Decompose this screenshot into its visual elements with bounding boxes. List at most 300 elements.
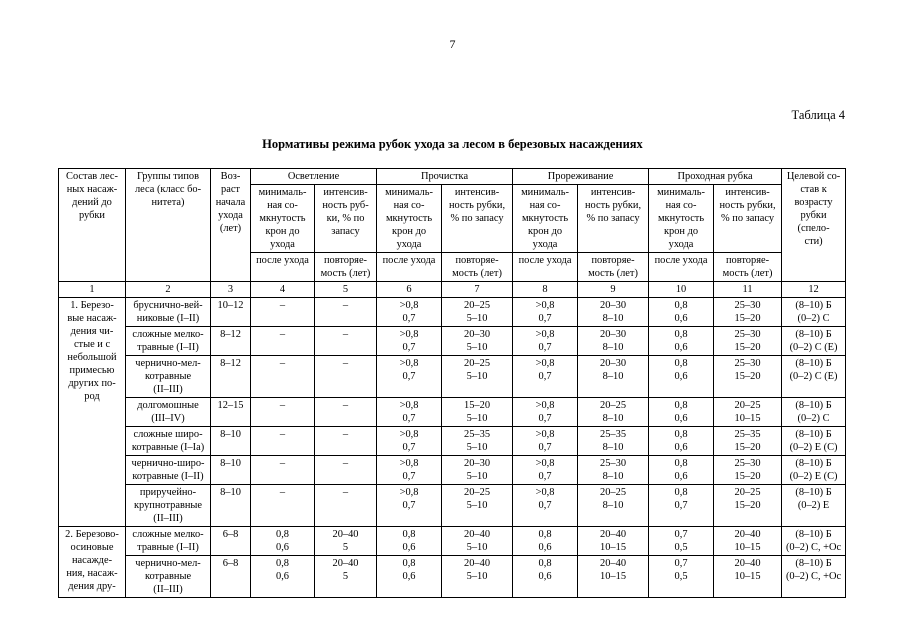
- value-cell: [513, 456, 578, 485]
- cell-line: 10–15: [600, 542, 627, 553]
- cell-line: Осветление: [287, 171, 340, 182]
- age-cell: [211, 456, 251, 485]
- age-cell: [211, 398, 251, 427]
- cell-line: осиновые: [70, 542, 114, 553]
- cell-line: –: [279, 400, 286, 411]
- cell-line: 0,6: [402, 542, 416, 553]
- cell-line: сложные мелко-: [132, 329, 204, 340]
- value-cell: [782, 456, 846, 485]
- column-number: [251, 282, 315, 298]
- cell-line: крон до: [391, 226, 427, 237]
- cell-line: % по запасу: [450, 213, 504, 224]
- cell-line: ная со-: [529, 200, 561, 211]
- cell-line: –: [342, 329, 349, 340]
- cell-line: крон до: [265, 226, 300, 237]
- cell-line: после ухода: [382, 255, 436, 266]
- header-group: [251, 169, 377, 185]
- value-cell: [782, 556, 846, 598]
- cell-line: –: [342, 487, 349, 498]
- value-cell: [315, 327, 377, 356]
- value-cell: [251, 298, 315, 327]
- cell-line: котравные (I–II): [132, 471, 204, 482]
- cell-line: 8–10: [602, 342, 624, 353]
- cell-line: Состав лес-: [66, 171, 118, 182]
- value-cell: [513, 327, 578, 356]
- cell-line: крупнотравные: [133, 500, 203, 511]
- value-cell: [377, 485, 442, 527]
- header-intensity: [442, 185, 513, 253]
- cell-line: 25–30: [600, 458, 627, 469]
- cell-line: 20–25: [464, 487, 491, 498]
- cell-line: 20–30: [464, 329, 491, 340]
- value-cell: [714, 456, 782, 485]
- cell-line: 8–10: [602, 500, 624, 511]
- value-cell: [513, 485, 578, 527]
- cell-line: ухода: [218, 210, 243, 221]
- value-cell: [649, 298, 714, 327]
- cell-line: (II–III): [153, 584, 183, 595]
- cell-line: никовые (I–II): [136, 313, 200, 324]
- cell-line: (лет): [219, 223, 242, 234]
- cell-line: 0,7: [402, 442, 416, 453]
- cell-line: 5–10: [466, 500, 488, 511]
- cell-line: минималь-: [521, 187, 569, 198]
- forest-type-cell: [126, 556, 211, 598]
- cell-line: 6–8: [222, 558, 239, 569]
- cell-line: –: [279, 300, 286, 311]
- cell-line: (0–2) С, +Ос: [785, 571, 842, 582]
- header-target: [782, 169, 846, 282]
- value-cell: [251, 356, 315, 398]
- cell-line: 20–40: [332, 529, 359, 540]
- cell-line: 0,7: [674, 500, 688, 511]
- cell-line: (0–2) С: [797, 313, 830, 324]
- header-after-care: [377, 253, 442, 282]
- cell-line: чернично-широ-: [131, 458, 205, 469]
- cell-line: 5: [342, 571, 349, 582]
- value-cell: [649, 398, 714, 427]
- cell-line: >0,8: [399, 358, 419, 369]
- cell-line: 8–10: [602, 313, 624, 324]
- cell-line: Прочистка: [420, 171, 469, 182]
- column-number-row: [59, 282, 846, 298]
- header-repeat: [714, 253, 782, 282]
- header-after-care: [649, 253, 714, 282]
- cell-line: 8–10: [602, 471, 624, 482]
- cell-line: 7: [474, 284, 480, 295]
- value-cell: [251, 456, 315, 485]
- value-cell: [442, 427, 513, 456]
- cell-line: 20–40: [600, 558, 627, 569]
- forest-type-cell: [126, 398, 211, 427]
- cell-line: 8–12: [220, 329, 241, 340]
- table-row: [59, 398, 846, 427]
- cell-line: насажде-: [71, 555, 113, 566]
- cell-line: Проходная рубка: [677, 171, 753, 182]
- cell-line: 15–20: [734, 342, 761, 353]
- cell-line: 0,8: [674, 400, 688, 411]
- composition-cell: [59, 527, 126, 598]
- cell-line: дения чи-: [70, 326, 114, 337]
- cell-line: запасу: [331, 226, 360, 237]
- cell-line: 15–20: [734, 313, 761, 324]
- cell-line: 0,6: [674, 371, 688, 382]
- value-cell: [782, 356, 846, 398]
- cell-line: >0,8: [399, 458, 419, 469]
- cell-line: ность рубки,: [719, 200, 776, 211]
- cell-line: 20–25: [464, 300, 491, 311]
- table-row: [59, 427, 846, 456]
- cell-line: >0,8: [399, 300, 419, 311]
- cell-line: >0,8: [535, 400, 555, 411]
- cell-line: став к возрасту: [794, 184, 833, 208]
- cell-line: >0,8: [535, 458, 555, 469]
- value-cell: [782, 485, 846, 527]
- cell-line: 0,6: [674, 313, 688, 324]
- cell-line: 20–30: [600, 329, 627, 340]
- cell-line: нитета): [151, 197, 185, 208]
- cell-line: –: [342, 458, 349, 469]
- cell-line: травные (I–II): [137, 342, 199, 353]
- value-cell: [782, 298, 846, 327]
- cell-line: 0,6: [538, 571, 552, 582]
- cell-line: повторяе-: [591, 255, 635, 266]
- cell-line: 20–30: [464, 458, 491, 469]
- header-min-density: [251, 185, 315, 253]
- cell-line: повторяе-: [323, 255, 368, 266]
- cell-line: 0,5: [674, 571, 688, 582]
- value-cell: [649, 327, 714, 356]
- cell-line: 0,6: [276, 542, 289, 553]
- cell-line: 0,8: [402, 558, 416, 569]
- value-cell: [578, 427, 649, 456]
- cell-line: интенсив-: [454, 187, 500, 198]
- cell-line: 20–40: [600, 529, 627, 540]
- cell-line: 8–10: [602, 413, 624, 424]
- cell-line: 3: [227, 284, 234, 295]
- table-row: [59, 556, 846, 598]
- cell-line: после ухода: [256, 255, 309, 266]
- cell-line: 0,8: [402, 529, 416, 540]
- cell-line: Целевой со-: [786, 171, 841, 182]
- value-cell: [714, 556, 782, 598]
- cell-line: (0–2) С: [797, 413, 830, 424]
- cell-line: дения дру-: [68, 581, 116, 592]
- age-cell: [211, 356, 251, 398]
- cell-line: 0,6: [276, 571, 289, 582]
- cell-line: дений до: [72, 197, 112, 208]
- value-cell: [714, 427, 782, 456]
- cell-line: 0,7: [402, 500, 416, 511]
- value-cell: [315, 527, 377, 556]
- column-number: [126, 282, 211, 298]
- value-cell: [315, 356, 377, 398]
- cell-line: небольшой: [67, 352, 117, 363]
- cell-line: после ухода: [518, 255, 572, 266]
- cell-line: начала: [215, 197, 246, 208]
- value-cell: [315, 398, 377, 427]
- column-number: [377, 282, 442, 298]
- cell-line: 0,8: [674, 429, 688, 440]
- cell-line: –: [342, 300, 349, 311]
- header-min-density: [649, 185, 714, 253]
- cell-line: (0–2) С (Е): [789, 371, 838, 382]
- cell-line: 0,7: [538, 500, 552, 511]
- cell-line: мкнутость: [259, 213, 306, 224]
- cell-line: 20–25: [734, 487, 761, 498]
- cell-line: 20–25: [734, 400, 761, 411]
- cell-line: 5: [342, 542, 349, 553]
- value-cell: [782, 427, 846, 456]
- cell-line: чернично-мел-: [135, 558, 201, 569]
- header-min-density: [377, 185, 442, 253]
- table-row: [59, 485, 846, 527]
- cell-line: мкнутость: [657, 213, 705, 224]
- cell-line: –: [342, 358, 349, 369]
- column-number: [315, 282, 377, 298]
- cell-line: 25–35: [464, 429, 491, 440]
- cell-line: 15–20: [734, 471, 761, 482]
- cell-line: 0,6: [538, 542, 552, 553]
- cell-line: минималь-: [385, 187, 433, 198]
- cell-line: интенсив-: [323, 187, 368, 198]
- cell-line: 25–35: [600, 429, 627, 440]
- value-cell: [578, 456, 649, 485]
- value-cell: [649, 485, 714, 527]
- cell-line: 8–10: [220, 487, 241, 498]
- cell-line: 1: [89, 284, 95, 295]
- table-row: [59, 298, 846, 327]
- cell-line: 20–40: [332, 558, 359, 569]
- cell-line: повторяе-: [455, 255, 499, 266]
- cell-line: примесью: [69, 365, 115, 376]
- cell-line: 8–10: [602, 442, 624, 453]
- cell-line: 12: [808, 284, 819, 295]
- value-cell: [714, 356, 782, 398]
- value-cell: [251, 485, 315, 527]
- value-cell: [377, 398, 442, 427]
- value-cell: [442, 356, 513, 398]
- cell-line: >0,8: [535, 487, 555, 498]
- cell-line: мкнутость: [521, 213, 569, 224]
- cell-line: –: [279, 429, 286, 440]
- value-cell: [513, 398, 578, 427]
- cell-line: –: [279, 358, 286, 369]
- forest-type-cell: [126, 527, 211, 556]
- cell-line: 0,7: [402, 471, 416, 482]
- cell-line: (0–2) Е: [797, 500, 830, 511]
- cell-line: 5–10: [466, 342, 488, 353]
- header-intensity: [714, 185, 782, 253]
- cell-line: ных насаж-: [66, 184, 118, 195]
- cell-line: 0,6: [402, 571, 416, 582]
- cell-line: ухода: [396, 239, 422, 250]
- cell-line: (8–10) Б: [795, 300, 832, 311]
- cell-line: 6: [406, 284, 412, 295]
- cell-line: 0,7: [402, 342, 416, 353]
- cell-line: 20–25: [464, 358, 491, 369]
- cell-line: 0,7: [674, 558, 688, 569]
- cell-line: котравные: [144, 571, 192, 582]
- cell-line: % по запасу: [721, 213, 775, 224]
- cell-line: 20–25: [600, 400, 627, 411]
- value-cell: [377, 527, 442, 556]
- cell-line: (0–2) Е (С): [789, 471, 838, 482]
- cell-line: 9: [610, 284, 616, 295]
- cell-line: 0,8: [276, 529, 289, 540]
- value-cell: [714, 298, 782, 327]
- cell-line: 0,8: [276, 558, 289, 569]
- forest-type-cell: [126, 298, 211, 327]
- cell-line: 0,7: [538, 442, 552, 453]
- cell-line: 20–40: [734, 558, 761, 569]
- column-number: [513, 282, 578, 298]
- column-number: [714, 282, 782, 298]
- value-cell: [442, 485, 513, 527]
- cell-line: (8–10) Б: [795, 487, 832, 498]
- table-row: [59, 527, 846, 556]
- cell-line: >0,8: [399, 400, 419, 411]
- cell-line: мость (лет): [320, 268, 371, 279]
- cell-line: –: [342, 400, 349, 411]
- cell-line: (8–10) Б: [795, 429, 832, 440]
- value-cell: [513, 298, 578, 327]
- cell-line: леса (класс бо-: [134, 184, 202, 195]
- value-cell: [442, 556, 513, 598]
- cell-line: (8–10) Б: [795, 329, 832, 340]
- header-repeat: [315, 253, 377, 282]
- cell-line: 10: [675, 284, 687, 295]
- table-row: [59, 327, 846, 356]
- cell-line: 5–10: [466, 371, 488, 382]
- cell-line: 0,7: [538, 371, 552, 382]
- cell-line: ухода: [532, 239, 558, 250]
- header-intensity: [315, 185, 377, 253]
- value-cell: [513, 527, 578, 556]
- value-cell: [442, 527, 513, 556]
- cell-line: 20–25: [600, 487, 627, 498]
- value-cell: [513, 356, 578, 398]
- cell-line: 10–15: [734, 542, 761, 553]
- cell-line: –: [279, 329, 286, 340]
- cell-line: 0,8: [674, 487, 688, 498]
- cell-line: брусничн​о-вей-: [133, 300, 203, 311]
- cell-line: ность рубки,: [448, 200, 506, 211]
- cell-line: вые насаж-: [67, 313, 117, 324]
- age-cell: [211, 556, 251, 598]
- forest-type-cell: [126, 456, 211, 485]
- cell-line: 0,5: [674, 542, 688, 553]
- composition-cell: [59, 298, 126, 527]
- header-composition: [59, 169, 126, 282]
- cell-line: 0,7: [538, 471, 552, 482]
- cell-line: 0,7: [402, 313, 416, 324]
- page-number: 7: [449, 37, 456, 51]
- cell-line: ная со-: [267, 200, 298, 211]
- norms-table: [58, 168, 846, 598]
- cell-line: 15–20: [734, 442, 761, 453]
- cell-line: раст: [221, 184, 240, 195]
- value-cell: [442, 456, 513, 485]
- cell-line: 0,8: [674, 358, 688, 369]
- cell-line: 15–20: [734, 371, 761, 382]
- value-cell: [377, 427, 442, 456]
- cell-line: 2: [165, 284, 171, 295]
- cell-line: мость (лет): [452, 268, 502, 279]
- cell-line: 0,8: [674, 458, 688, 469]
- cell-line: других по-: [68, 378, 116, 389]
- value-cell: [442, 298, 513, 327]
- value-cell: [649, 356, 714, 398]
- value-cell: [714, 327, 782, 356]
- cell-line: приручейно-: [139, 487, 197, 498]
- value-cell: [714, 527, 782, 556]
- value-cell: [251, 427, 315, 456]
- cell-line: (III–IV): [151, 413, 185, 424]
- cell-line: 4: [279, 284, 286, 295]
- value-cell: [714, 485, 782, 527]
- cell-line: (0–2) С (Е): [789, 342, 838, 353]
- cell-line: ность рубки,: [584, 200, 642, 211]
- cell-line: 20–30: [600, 300, 627, 311]
- value-cell: [513, 427, 578, 456]
- cell-line: >0,8: [399, 487, 419, 498]
- cell-line: 0,6: [674, 442, 688, 453]
- cell-line: 5: [342, 284, 349, 295]
- value-cell: [377, 356, 442, 398]
- value-cell: [578, 327, 649, 356]
- header-forest-types: [126, 169, 211, 282]
- cell-line: >0,8: [399, 329, 419, 340]
- cell-line: 5–10: [466, 542, 488, 553]
- cell-line: минималь-: [657, 187, 705, 198]
- cell-line: (8–10) Б: [795, 529, 832, 540]
- cell-line: ная со-: [393, 200, 425, 211]
- header-min-density: [513, 185, 578, 253]
- cell-line: Прореживание: [547, 171, 614, 182]
- cell-line: минималь-: [258, 187, 307, 198]
- age-cell: [211, 527, 251, 556]
- cell-line: 8: [542, 284, 548, 295]
- value-cell: [315, 556, 377, 598]
- cell-line: сложные широ-: [133, 429, 203, 440]
- value-cell: [578, 485, 649, 527]
- value-cell: [513, 556, 578, 598]
- forest-type-cell: [126, 427, 211, 456]
- table-title: Нормативы режима рубок ухода за лесом в березовых насаждениях: [262, 137, 643, 151]
- cell-line: 20–40: [464, 529, 491, 540]
- cell-line: ния, насаж-: [66, 568, 118, 579]
- cell-line: 10–15: [600, 571, 627, 582]
- cell-line: 1. Березо-: [70, 300, 114, 311]
- header-group: [649, 169, 782, 185]
- cell-line: рубки: [78, 210, 105, 221]
- cell-line: (8–10) Б: [795, 458, 832, 469]
- value-cell: [782, 398, 846, 427]
- cell-line: –: [342, 429, 349, 440]
- cell-line: интенсив-: [725, 187, 770, 198]
- cell-line: 0,7: [538, 313, 552, 324]
- cell-line: 0,8: [538, 529, 552, 540]
- cell-line: ность руб-: [322, 200, 369, 211]
- cell-line: (0–2) Е (С): [789, 442, 838, 453]
- cell-line: 8–12: [220, 358, 241, 369]
- cell-line: 25–30: [734, 358, 761, 369]
- cell-line: 0,8: [674, 329, 688, 340]
- value-cell: [251, 527, 315, 556]
- cell-line: (II–III): [153, 513, 183, 524]
- column-number: [211, 282, 251, 298]
